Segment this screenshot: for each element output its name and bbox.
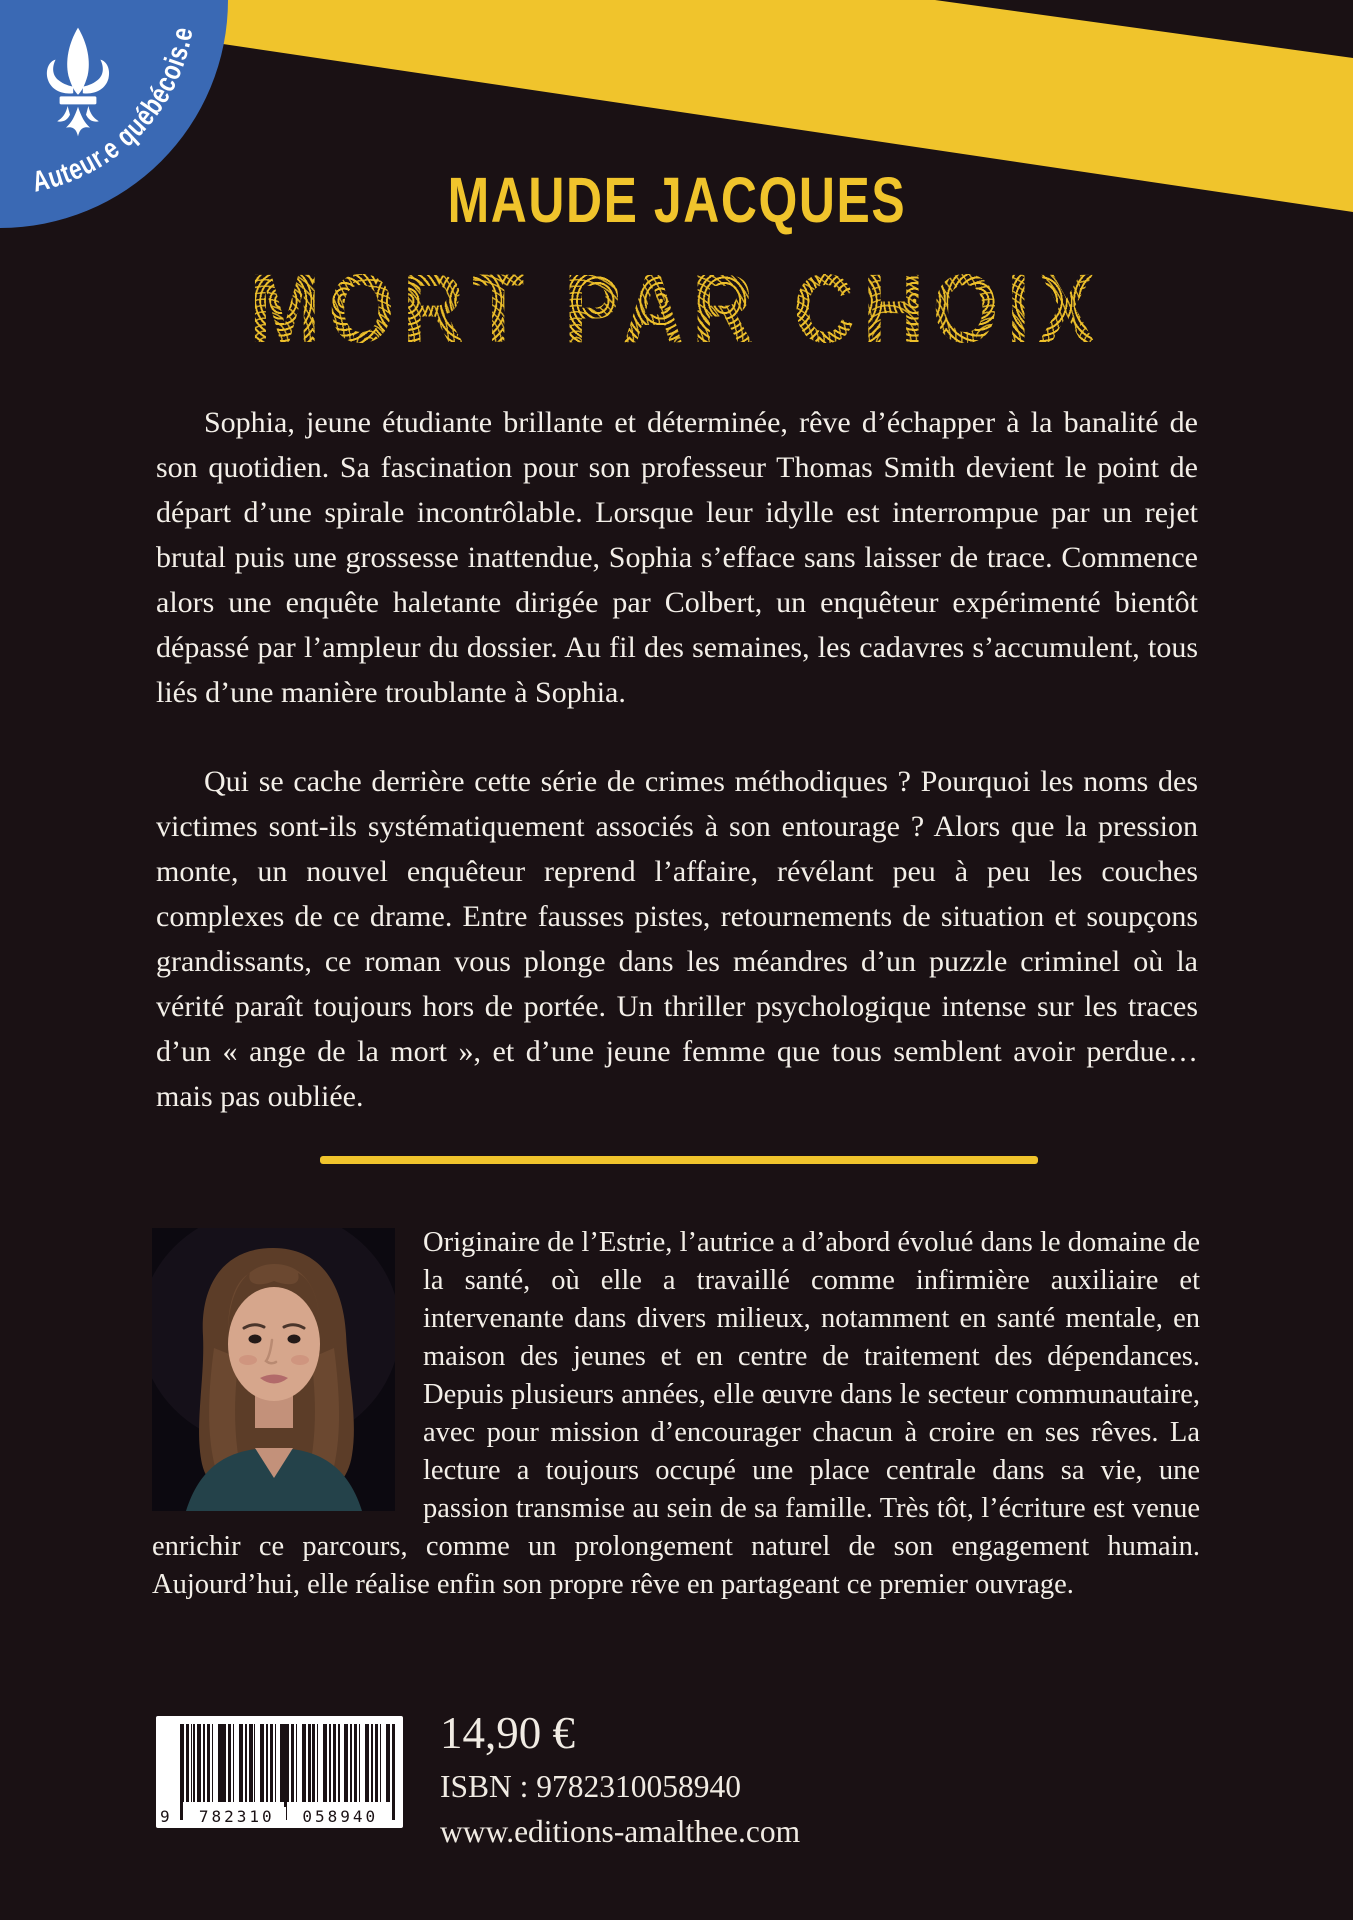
barcode-bars [182, 1724, 393, 1802]
author-name [0, 164, 1353, 236]
author-bio [152, 1224, 1200, 1604]
author-photo [152, 1228, 395, 1511]
barcode-digits-right: 058940 [292, 1807, 390, 1826]
badge-curved-label: Auteur.e québécois.e [29, 20, 201, 199]
section-divider [320, 1156, 1038, 1164]
publication-info [440, 1706, 800, 1851]
synopsis [156, 400, 1198, 1163]
barcode-guard-right [392, 1724, 395, 1820]
author-name-text: MAUDE JACQUES [447, 164, 906, 236]
barcode-digits [160, 1804, 389, 1826]
bio-text: Originaire de l’Estrie, l’autrice a d’abord évolué dans le domaine de la santé, où elle a travaillé comme infirmière auxiliaire et intervenante dans divers milieux, notamment en santé mentale, en maison des jeunes et en centre de traitement des dépendances. Depuis plusieurs années, elle œuvre dans le secteur communautaire, avec pour mission d’encourager chacun à croire en ses rêves. La lecture a toujours occupé une place centrale dans sa vie, une passion transmise au sein de sa famille. Très tôt, l’écriture est venue enrichir ce parcours, comme un prolongement naturel de son engagement humain. Aujourd’hui, elle réalise enfin son propre rêve en partageant ce premier ouvrage. [152, 1227, 1200, 1600]
barcode-digit-first: 9 [160, 1807, 170, 1826]
barcode [156, 1716, 403, 1828]
synopsis-paragraph-1: Sophia, jeune étudiante brillante et déterminée, rêve d’échapper à la banalité de son quotidien. Sa fascination pour son professeur Thomas Smith devient le point de départ d’une spirale incontrôlable. Lorsque leur idylle est interrompue par un rejet brutal puis une grossesse inattendue, Sophia s’efface sans laisser de trace. Commence alors une enquête haletante dirigée par Colbert, un enquêteur expérimenté bientôt dépassé par l’ampleur du dossier. Au fil des semaines, les cadavres s’accumulent, tous liés d’une manière troublante à Sophia. [156, 406, 1198, 709]
price: 14,90 € [440, 1708, 575, 1758]
author-portrait-illustration [152, 1228, 395, 1511]
synopsis-paragraph-2: Qui se cache derrière cette série de crimes méthodiques ? Pourquoi les noms des victimes sont-ils systématiquement associés à son entourage ? Alors que la pression monte, un nouvel enquêteur reprend l’affaire, révélant peu à peu les couches complexes de ce drame. Entre fausses pistes, retournements de situation et soupçons grandissants, ce roman vous plonge dans les méandres d’un puzzle criminel où la vérité paraît toujours hors de portée. Un thriller psychologique intense sur les traces d’un « ange de la mort », et d’une jeune femme que tous semblent avoir perdue… mais pas oubliée. [156, 765, 1198, 1113]
website-url: www.editions-amalthee.com [440, 1813, 801, 1849]
barcode-digits-left: 782310 [188, 1807, 286, 1826]
book-title-text: MORT PAR CHOIX [249, 254, 1104, 363]
book-title [0, 254, 1353, 363]
isbn: ISBN : 9782310058940 [440, 1769, 742, 1804]
fleur-de-lis-icon [47, 28, 109, 137]
